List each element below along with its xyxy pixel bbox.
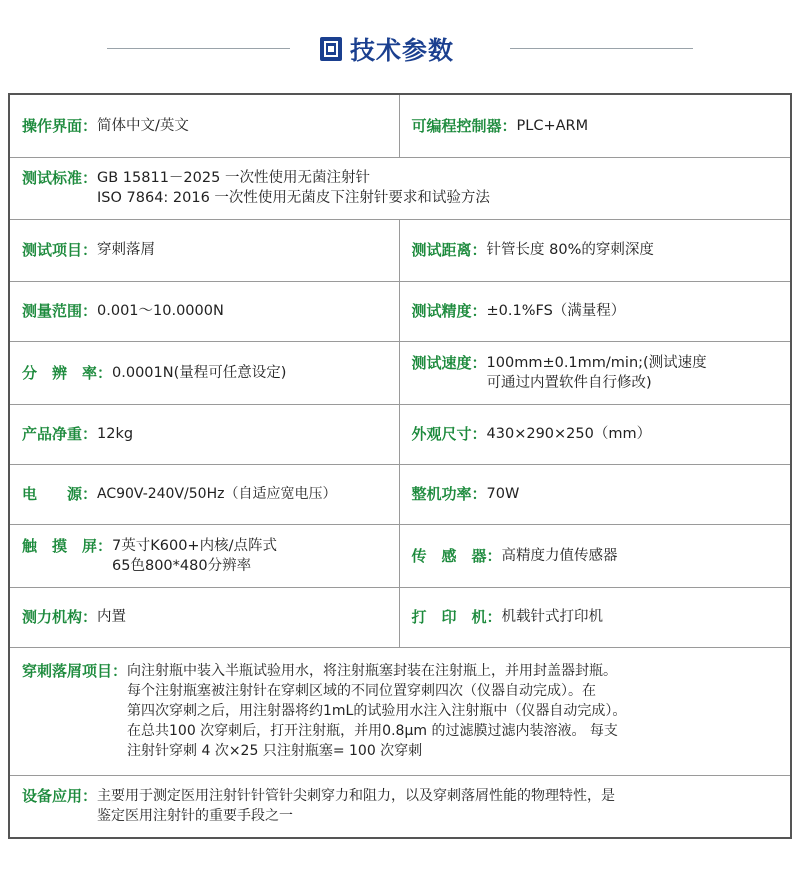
spec-row <box>9 157 791 219</box>
spec-label-test-speed: 测试速度： <box>411 353 487 372</box>
spec-value: 向注射瓶中装入半瓶试验用水，将注射瓶塞封装在注射瓶上，并用封盖器封瓶。 每个注射瓶塞被注射针在穿刺区域的不同位置穿刺四次（仪器自动完成）。在 第四次穿刺之后，用注射器将约1mL的试验用水注入注射瓶中（仪器自动完成）。 在总共100 次穿刺后，打开注射瓶，并用0.8μm 的过滤膜过滤内装溶液。 每支 注射针穿刺 4 次×25 只注射瓶塞= 100 次穿刺 <box>127 663 627 759</box>
spec-cell <box>9 219 399 281</box>
section-header <box>0 0 800 92</box>
spec-row <box>9 404 791 464</box>
spec-label-controller: 可编程控制器： <box>411 116 517 135</box>
spec-value: 内置 <box>97 609 127 625</box>
spec-label-power-supply: 电 源： <box>22 485 98 503</box>
spec-label-range: 测量范围： <box>22 302 98 320</box>
spec-value: 0.001～10.0000N <box>97 303 224 319</box>
spec-value: 430×290×250（mm） <box>486 426 652 442</box>
spec-cell <box>9 775 791 838</box>
spec-value: 0.0001N(量程可任意设定) <box>112 364 287 381</box>
spec-label-coring-test: 穿刺落屑项目： <box>22 662 128 680</box>
spec-cell <box>9 94 399 157</box>
spec-label-dimensions: 外观尺寸： <box>411 425 487 443</box>
page-title: 技术参数 <box>350 36 455 65</box>
spec-row <box>9 341 791 404</box>
spec-value: ±0.1%FS（满量程） <box>486 303 626 319</box>
spec-row <box>9 524 791 587</box>
spec-row <box>9 647 791 775</box>
spec-cell <box>9 647 791 775</box>
spec-value: 7英寸K600+内核/点阵式 65色800*480分辨率 <box>112 537 277 574</box>
spec-cell <box>9 157 791 219</box>
spec-row <box>9 94 791 157</box>
spec-value: AC90V-240V/50Hz（自适应宽电压） <box>97 486 337 502</box>
spec-cell <box>9 464 399 524</box>
spec-label-application: 设备应用： <box>22 787 98 806</box>
spec-row <box>9 464 791 524</box>
spec-value: GB 15811－2025 一次性使用无菌注射针 ISO 7864: 2016 一次性使用无菌皮下注射针要求和试验方法 <box>97 170 490 206</box>
spec-cell <box>399 464 791 524</box>
spec-value: 12kg <box>97 426 134 442</box>
spec-table <box>8 93 792 839</box>
header-divider-left <box>107 48 290 49</box>
spec-cell <box>9 587 399 647</box>
spec-cell <box>399 524 791 587</box>
spec-row <box>9 219 791 281</box>
spec-cell <box>399 587 791 647</box>
spec-cell <box>399 281 791 341</box>
spec-cell <box>399 404 791 464</box>
document-icon <box>320 37 342 61</box>
spec-cell <box>9 404 399 464</box>
spec-label-force-mechanism: 测力机构： <box>22 608 98 626</box>
spec-cell <box>399 341 791 404</box>
spec-cell <box>399 219 791 281</box>
spec-value: 穿刺落屑 <box>97 242 156 258</box>
spec-cell <box>9 341 399 404</box>
spec-row <box>9 775 791 838</box>
spec-value: 主要用于测定医用注射针针管针尖刺穿力和阻力，以及穿刺落屑性能的物理特性，是 鉴定医用注射针的重要手段之一 <box>97 788 616 825</box>
spec-label-operation-interface: 操作界面： <box>22 116 98 135</box>
spec-value: 针管长度 80%的穿刺深度 <box>486 242 654 258</box>
spec-label-test-item: 测试项目： <box>22 241 98 259</box>
spec-value: 机载针式打印机 <box>501 609 604 625</box>
spec-value: 简体中文/英文 <box>97 117 189 134</box>
spec-label-printer: 打 印 机： <box>411 608 502 626</box>
spec-label-accuracy: 测试精度： <box>411 302 487 320</box>
spec-row <box>9 281 791 341</box>
header-divider-right <box>510 48 693 49</box>
spec-label-resolution: 分 辨 率： <box>22 363 113 382</box>
spec-label-test-distance: 测试距离： <box>411 241 487 259</box>
spec-value: 100mm±0.1mm/min;(测试速度 可通过内置软件自行修改) <box>486 354 707 391</box>
spec-cell <box>399 94 791 157</box>
spec-value: 高精度力值传感器 <box>501 547 618 564</box>
spec-label-net-weight: 产品净重： <box>22 425 98 443</box>
spec-value: PLC+ARM <box>516 117 589 134</box>
spec-label-touchscreen: 触 摸 屏： <box>22 536 113 555</box>
spec-value: 70W <box>486 486 520 502</box>
spec-label-power: 整机功率： <box>411 485 487 503</box>
spec-label-test-standard: 测试标准： <box>22 169 98 187</box>
spec-cell <box>9 281 399 341</box>
spec-cell <box>9 524 399 587</box>
spec-label-sensor: 传 感 器： <box>411 546 502 565</box>
header-title-group <box>320 33 454 65</box>
spec-row <box>9 587 791 647</box>
